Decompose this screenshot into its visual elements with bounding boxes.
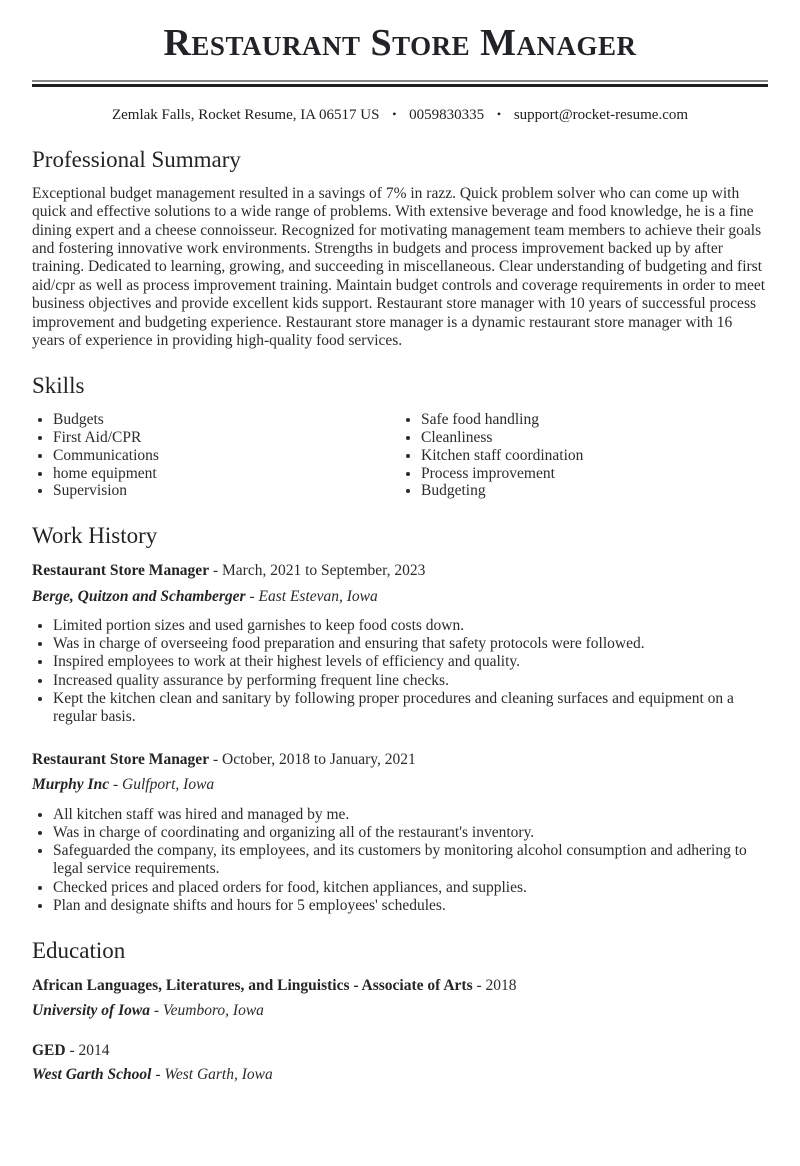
job-location: Gulfport, Iowa [122, 776, 215, 794]
education-school: University of Iowa [32, 1001, 150, 1019]
education-school-line [32, 1065, 768, 1084]
contact-address: Zemlak Falls, Rocket Resume, IA 06517 US [111, 106, 380, 123]
job-title: Restaurant Store Manager [32, 562, 210, 580]
job-company: Murphy Inc [32, 776, 110, 794]
contact-phone: 0059830335 [409, 106, 485, 123]
skill-item: • First Aid/CPR [53, 429, 400, 447]
summary-paragraph: Exceptional budget management resulted in a savings of 7% in razz. Quick problem solver who can come up with quick and effective solutions to a wide range of problems. With extensive beverage and food knowledge, he is a fine dining expert and a cheese connoisseur. Recognized for motivating management team members to achieve their goals and fostering innovative work environments. Strengths in budgets and process improvement backed up by after training. Dedicated to learning, growing, and succeeding in miscellaneous. Clear understanding of budgeting and first aid/cpr as well as process improvement training. Maintain budget controls and coverage requirements in order to meet business objectives and provide excellent kids support. Restaurant store manager with 10 years of successful process improvement and budgeting experience. Restaurant store manager is a dynamic restaurant store manager with 16 years of experience in providing high-quality food services. [32, 184, 766, 349]
job-bullet: • Inspired employees to work at their highest levels of efficiency and quality. [53, 653, 768, 671]
skill-item: • Budgets [53, 411, 400, 429]
job-location: East Estevan, Iowa [258, 587, 378, 605]
education-degree-line [32, 976, 768, 995]
dash-separator: - [112, 776, 119, 794]
job-bullet: • Limited portion sizes and used garnishes to keep food costs down. [53, 617, 768, 635]
job-company-line [32, 587, 768, 606]
job-entry [32, 561, 768, 726]
education-year: 2014 [78, 1041, 110, 1059]
education-degree: GED [32, 1041, 66, 1059]
skills-columns [32, 411, 768, 500]
job-title-line [32, 750, 768, 769]
skill-item: • Communications [53, 447, 400, 465]
contact-separator-dot: • [496, 106, 502, 121]
job-company: Berge, Quitzon and Schamberger [32, 587, 246, 605]
skills-column-right [400, 411, 768, 500]
skill-item: • Process improvement [421, 465, 768, 483]
contact-line [32, 107, 768, 124]
dash-separator: - [212, 751, 219, 769]
resume-header [32, 22, 768, 124]
job-company-line [32, 775, 768, 794]
education-degree: African Languages, Literatures, and Linguistics - Associate of Arts [32, 977, 473, 995]
skills-column-left [32, 411, 400, 500]
skills-heading: Skills [32, 373, 85, 399]
job-bullet: • Safeguarded the company, its employees, and its customers by monitoring alcohol consumption and adhering to legal service requirements. [53, 842, 768, 878]
work-history-heading: Work History [32, 523, 158, 548]
education-entry [32, 1041, 768, 1085]
skill-item: • Cleanliness [421, 429, 768, 447]
education-degree-line [32, 1041, 768, 1060]
skill-item: • Kitchen staff coordination [421, 447, 768, 465]
job-bullet: • Kept the kitchen clean and sanitary by following proper procedures and cleaning surfaces and equipment on a regular basis. [53, 690, 768, 726]
section-work-history [32, 524, 768, 915]
job-bullet: • Plan and designate shifts and hours for 5 employees' schedules. [53, 897, 768, 915]
skill-item: • Safe food handling [421, 411, 768, 429]
dash-separator: - [69, 1041, 75, 1059]
job-bullet: • All kitchen staff was hired and managed by me. [53, 806, 768, 824]
job-bullet: • Was in charge of coordinating and organizing all of the restaurant's inventory. [53, 824, 768, 842]
dash-separator: - [153, 1001, 160, 1019]
education-school-line [32, 1001, 768, 1020]
education-heading: Education [32, 938, 126, 964]
job-entry [32, 750, 768, 915]
contact-separator-dot: • [392, 106, 397, 121]
dash-separator: - [249, 587, 255, 605]
section-skills [32, 374, 768, 500]
job-bullet: • Checked prices and placed orders for food, kitchen appliances, and supplies. [53, 879, 768, 897]
page-title: Restaurant Store Manager [163, 22, 637, 64]
section-professional-summary [32, 148, 768, 351]
summary-heading: Professional Summary [32, 146, 241, 172]
contact-email: support@rocket-resume.com [513, 106, 689, 123]
education-year: 2018 [485, 977, 517, 995]
job-title: Restaurant Store Manager [32, 751, 210, 769]
skill-item: • Budgeting [421, 482, 768, 500]
job-title-line [32, 561, 768, 580]
job-bullet-list [32, 617, 768, 726]
dash-separator: - [155, 1066, 161, 1084]
education-location: Veumboro, Iowa [162, 1001, 264, 1019]
dash-separator: - [476, 977, 482, 995]
job-dates: October, 2018 to January, 2021 [222, 751, 416, 769]
education-school: West Garth School [32, 1066, 152, 1084]
education-location: West Garth, Iowa [164, 1066, 273, 1084]
section-education [32, 939, 768, 1085]
job-bullet: • Was in charge of overseeing food preparation and ensuring that safety protocols were followed. [53, 635, 768, 653]
dash-separator: - [212, 562, 219, 580]
header-divider [32, 80, 768, 87]
education-entry [32, 976, 768, 1020]
job-dates: March, 2021 to September, 2023 [222, 562, 426, 580]
skill-item: • home equipment [53, 465, 400, 483]
job-bullet: • Increased quality assurance by performing frequent line checks. [53, 672, 768, 690]
skill-item: • Supervision [53, 482, 400, 500]
job-bullet-list [32, 806, 768, 915]
